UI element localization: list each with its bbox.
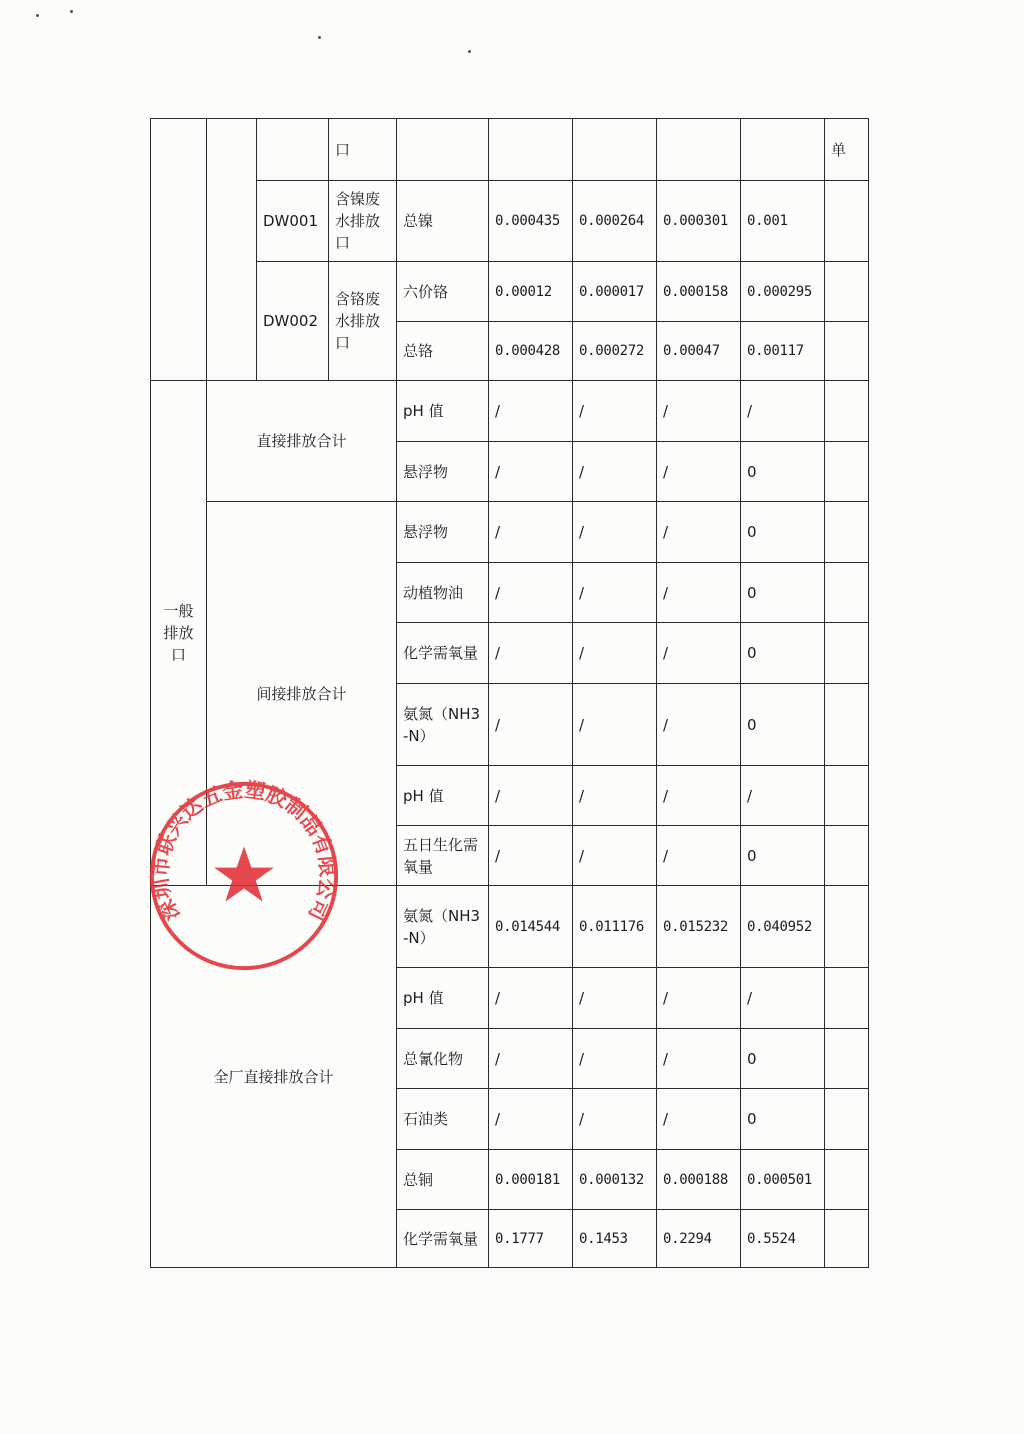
value-cell: / [489, 563, 573, 623]
value-cell: 0.000188 [657, 1150, 741, 1210]
table-cell [825, 684, 869, 766]
value-cell: 0 [741, 623, 825, 684]
outlet-code: DW002 [257, 262, 329, 381]
value-cell: / [489, 826, 573, 886]
table-row [151, 181, 869, 262]
value-cell: / [573, 766, 657, 826]
table-row [151, 886, 869, 968]
table-cell [397, 119, 489, 181]
value-cell: / [489, 1089, 573, 1150]
value-cell: / [657, 623, 741, 684]
value-cell: 0.5524 [741, 1210, 825, 1268]
value-cell: / [489, 502, 573, 563]
pollutant-name: pH 值 [397, 968, 489, 1029]
value-cell: 0.040952 [741, 886, 825, 968]
pollutant-name: 五日生化需氧量 [397, 826, 489, 886]
value-cell: 0.000301 [657, 181, 741, 262]
table-cell [825, 623, 869, 684]
value-cell: / [489, 968, 573, 1029]
plant-total-label: 全厂直接排放合计 [151, 886, 397, 1268]
table-row [151, 502, 869, 563]
pollutant-name: 氨氮（NH3-N） [397, 684, 489, 766]
value-cell: 0.00047 [657, 322, 741, 381]
value-cell: 0 [741, 826, 825, 886]
value-cell: / [657, 502, 741, 563]
value-cell: 0.000017 [573, 262, 657, 322]
pollutant-name: 化学需氧量 [397, 1210, 489, 1268]
value-cell: / [573, 1029, 657, 1089]
value-cell: 0.000428 [489, 322, 573, 381]
table-cell [207, 119, 257, 381]
value-cell: 0.001 [741, 181, 825, 262]
outlet-name: 含铬废水排放口 [329, 262, 397, 381]
table-cell [151, 119, 207, 381]
value-cell: / [573, 381, 657, 442]
table-row [151, 381, 869, 442]
value-cell: 0.2294 [657, 1210, 741, 1268]
value-cell: 0.1777 [489, 1210, 573, 1268]
value-cell: / [573, 826, 657, 886]
table-cell [825, 1150, 869, 1210]
value-cell: / [489, 381, 573, 442]
pollutant-name: 化学需氧量 [397, 623, 489, 684]
value-cell: 0 [741, 563, 825, 623]
value-cell: / [741, 968, 825, 1029]
scan-speck [70, 10, 73, 13]
table-cell [825, 886, 869, 968]
value-cell: / [573, 623, 657, 684]
value-cell: 0.000181 [489, 1150, 573, 1210]
value-cell: 0.1453 [573, 1210, 657, 1268]
value-cell: 0.000501 [741, 1150, 825, 1210]
value-cell: / [657, 442, 741, 502]
value-cell: 0.000295 [741, 262, 825, 322]
general-outlet-label: 一般排放口 [151, 381, 207, 886]
table-cell [825, 766, 869, 826]
pollutant-name: pH 值 [397, 381, 489, 442]
table-cell [825, 826, 869, 886]
table-cell [657, 119, 741, 181]
value-cell: / [573, 563, 657, 623]
table-cell [825, 322, 869, 381]
value-cell: 0.000435 [489, 181, 573, 262]
value-cell: / [741, 766, 825, 826]
pollutant-name: 总铬 [397, 322, 489, 381]
table-cell [825, 968, 869, 1029]
value-cell: / [489, 442, 573, 502]
pollutant-name: 悬浮物 [397, 502, 489, 563]
value-cell: / [657, 1029, 741, 1089]
outlet-code: DW001 [257, 181, 329, 262]
table-cell [825, 181, 869, 262]
value-cell: / [657, 381, 741, 442]
direct-total-label: 直接排放合计 [207, 381, 397, 502]
table-cell [825, 502, 869, 563]
pollutant-name: pH 值 [397, 766, 489, 826]
value-cell: / [573, 502, 657, 563]
value-cell: / [657, 1089, 741, 1150]
table-cell [825, 563, 869, 623]
table-row [151, 119, 869, 181]
value-cell: / [489, 766, 573, 826]
value-cell: / [573, 442, 657, 502]
value-cell: 0.00012 [489, 262, 573, 322]
indirect-total-label: 间接排放合计 [207, 502, 397, 886]
value-cell: / [573, 1089, 657, 1150]
table-cell [825, 1210, 869, 1268]
table-cell [741, 119, 825, 181]
value-cell: / [489, 623, 573, 684]
value-cell: 0 [741, 502, 825, 563]
table-row [151, 262, 869, 322]
table-cell [573, 119, 657, 181]
pollutant-name: 总镍 [397, 181, 489, 262]
scan-speck [318, 36, 321, 39]
value-cell: / [657, 684, 741, 766]
pollutant-name: 石油类 [397, 1089, 489, 1150]
table-cell [825, 442, 869, 502]
table-cell [257, 119, 329, 181]
value-cell: 0.014544 [489, 886, 573, 968]
value-cell: 0.000158 [657, 262, 741, 322]
value-cell: 0.000132 [573, 1150, 657, 1210]
table-cell [825, 1089, 869, 1150]
scan-speck [468, 50, 471, 53]
pollutant-name: 悬浮物 [397, 442, 489, 502]
pollutant-name: 氨氮（NH3-N） [397, 886, 489, 968]
outlet-name: 含镍废水排放口 [329, 181, 397, 262]
pollutant-name: 总铜 [397, 1150, 489, 1210]
value-cell: 0.000264 [573, 181, 657, 262]
value-cell: / [657, 968, 741, 1029]
value-cell: 0 [741, 684, 825, 766]
value-cell: / [657, 563, 741, 623]
value-cell: 0.011176 [573, 886, 657, 968]
pollutant-name: 六价铬 [397, 262, 489, 322]
table-cell [825, 381, 869, 442]
value-cell: / [489, 1029, 573, 1089]
value-cell: / [657, 766, 741, 826]
pollutant-name: 总氰化物 [397, 1029, 489, 1089]
scan-speck [36, 14, 39, 17]
emission-table [150, 118, 869, 1268]
unit-cell: 单 [825, 119, 869, 181]
outlet-name-cell: 口 [329, 119, 397, 181]
pollutant-name: 动植物油 [397, 563, 489, 623]
value-cell: 0 [741, 1089, 825, 1150]
value-cell: 0.015232 [657, 886, 741, 968]
table-cell [825, 262, 869, 322]
value-cell: 0.000272 [573, 322, 657, 381]
value-cell: / [741, 381, 825, 442]
value-cell: 0 [741, 1029, 825, 1089]
seal-text-path: 深圳市联兴达五金塑胶制品有限公司 [148, 778, 340, 925]
value-cell: / [573, 684, 657, 766]
value-cell: / [657, 826, 741, 886]
table-cell [489, 119, 573, 181]
value-cell: / [489, 684, 573, 766]
value-cell: 0.00117 [741, 322, 825, 381]
value-cell: / [573, 968, 657, 1029]
table-cell [825, 1029, 869, 1089]
value-cell: 0 [741, 442, 825, 502]
